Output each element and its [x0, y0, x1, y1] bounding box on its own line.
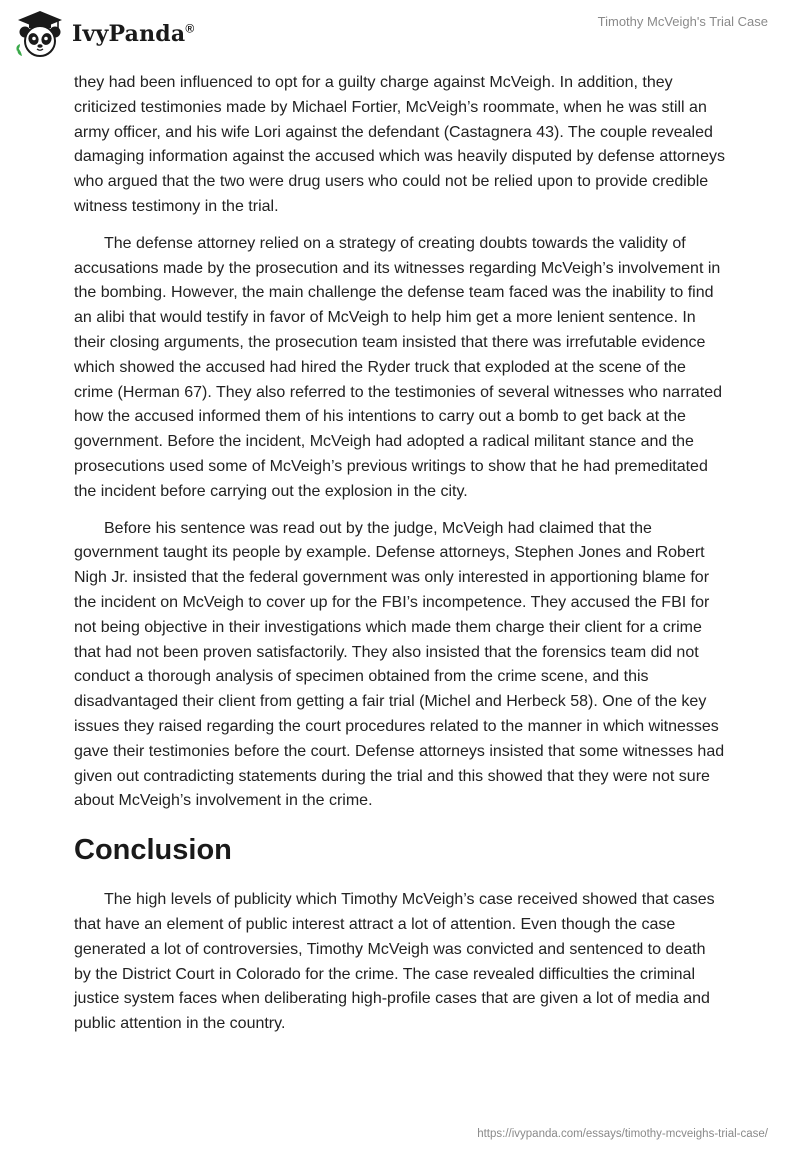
paragraph-continued: they had been influenced to opt for a guilty charge against McVeigh. In addition, they criticized testimonies made by Michael Fortier, McVeigh’s roommate, when he was still an army officer, and his wife Lori against the defendant (Castagnera 43). The couple revealed damaging information against the accused which was heavily disputed by defense attorneys who argued that the two were drug users who could not be relied upon to provide credible witness testimony in the trial. [74, 74, 726, 215]
conclusion-heading: Conclusion [74, 834, 232, 867]
page-header [0, 0, 800, 70]
source-url[interactable]: https://ivypanda.com/essays/timothy-mcveighs-trial-case/ [477, 1128, 768, 1140]
ivypanda-logo[interactable] [14, 8, 194, 60]
paragraph-conclusion: The high levels of publicity which Timothy McVeigh’s case received showed that cases that have an element of public interest attract a lot of attention. Even though the case generated a lot of controversies, Timothy McVeigh was convicted and sentenced to death by the District Court in Colorado for the crime. The case revealed difficulties the criminal justice system faces when deliberating high-profile cases that are given a lot of media and public attention in the country. [74, 891, 715, 1033]
registered-mark: ® [185, 21, 195, 36]
paragraph-defense-strategy: The defense attorney relied on a strategy of creating doubts towards the validity of accusations made by the prosecution and its witnesses regarding McVeigh’s involvement in the bombing. However, the main challenge the defense team faced was the inability to find an alibi that would testify in favor of McVeigh to help him get a more lenient sentence. In their closing arguments, the prosecution team insisted that there was irrefutable evidence which showed the accused had hired the Ryder truck that exploded at the scene of the crime (Herman 67). They also referred to the testimonies of several witnesses who narrated how the accused informed them of his intentions to carry out a bomb to get back at the government. Before the incident, McVeigh had adopted a radical militant stance and the prosecutions used some of McVeigh’s previous writings to show that he had premeditated the incident before carrying out the explosion in the city. [74, 234, 722, 500]
essay-body [74, 71, 726, 1049]
panda-graduate-icon [14, 8, 66, 60]
brand-name [72, 21, 194, 47]
brand-text: IvyPanda [72, 21, 186, 47]
document-title: Timothy McVeigh's Trial Case [597, 14, 768, 29]
paragraph-sentencing: Before his sentence was read out by the judge, McVeigh had claimed that the government taught its people by example. Defense attorneys, Stephen Jones and Robert Nigh Jr. insisted that the federal government was only interested in apportioning blame for the incident on McVeigh to cover up for the FBI’s incompetence. They accused the FBI for not being objective in their investigations which made them charge their client for a crime that had not been proven satisfactorily. They also insisted that the forensics team did not conduct a thorough analysis of specimen obtained from the crime scene, and this disadvantaged their client from getting a fair trial (Michel and Herbeck 58). One of the key issues they raised regarding the court procedures related to the manner in which witnesses gave their testimonies before the court. Defense attorneys insisted that some witnesses had given out contradicting statements during the trial and this showed that they were not sure about McVeigh’s involvement in the crime. [74, 519, 725, 810]
